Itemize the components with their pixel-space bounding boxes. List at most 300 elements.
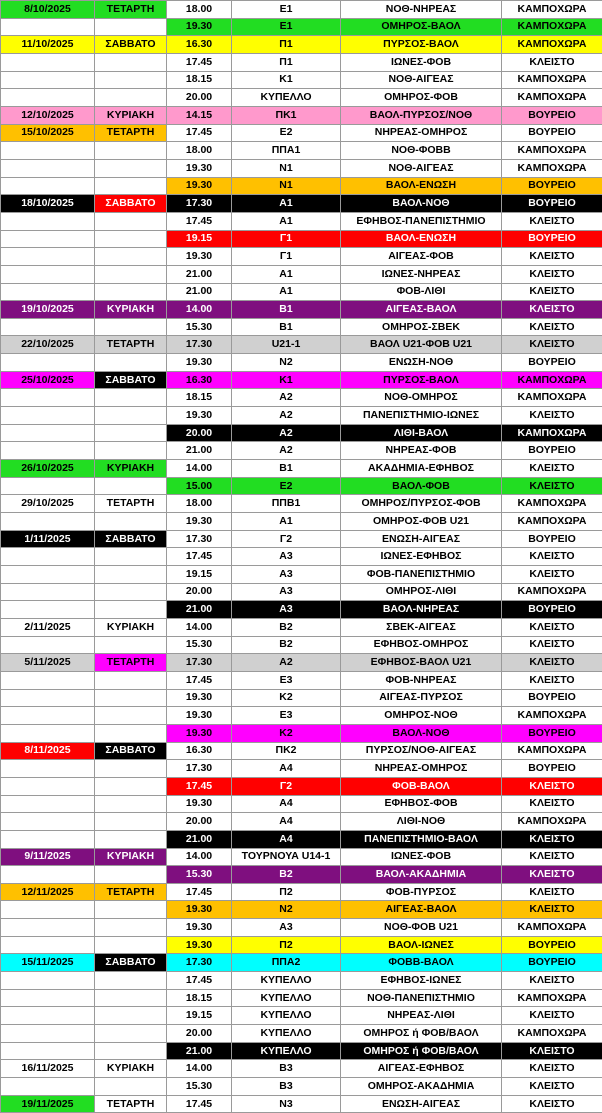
date-cell [1,601,95,619]
venue-cell: ΚΛΕΙΣΤΟ [502,671,602,689]
time-cell: 15.30 [167,866,232,884]
day-cell: ΣΑΒΒΑΤΟ [95,954,167,972]
table-row [1,583,602,601]
date-cell [1,354,95,372]
table-row [1,212,602,230]
table-row [1,53,602,71]
venue-cell: ΒΟΥΡΕΙΟ [502,760,602,778]
schedule-body [1,1,602,1113]
venue-cell: ΒΟΥΡΕΙΟ [502,195,602,213]
time-cell: 14.00 [167,301,232,319]
time-cell: 19.30 [167,689,232,707]
day-cell [95,424,167,442]
venue-cell: ΚΛΕΙΣΤΟ [502,477,602,495]
match-cell: ΟΜΗΡΟΣ-ΛΙΘΙ [341,583,502,601]
date-cell [1,830,95,848]
venue-cell: ΚΛΕΙΣΤΟ [502,883,602,901]
table-row [1,71,602,89]
table-row [1,707,602,725]
category-cell: Α1 [232,265,341,283]
venue-cell: ΒΟΥΡΕΙΟ [502,601,602,619]
venue-cell: ΚΛΕΙΣΤΟ [502,1007,602,1025]
category-cell: Α4 [232,760,341,778]
venue-cell: ΚΛΕΙΣΤΟ [502,1078,602,1096]
category-cell: Ε3 [232,671,341,689]
table-row [1,460,602,478]
table-row [1,1,602,19]
category-cell: Α2 [232,442,341,460]
day-cell [95,566,167,584]
time-cell: 19.30 [167,795,232,813]
match-cell: ΒΑΟΛ U21-ΦΟΒ U21 [341,336,502,354]
date-cell [1,724,95,742]
day-cell: ΣΑΒΒΑΤΟ [95,195,167,213]
time-cell: 18.15 [167,989,232,1007]
table-row [1,159,602,177]
match-cell: ΦΟΒ-ΠΥΡΣΟΣ [341,883,502,901]
venue-cell: ΚΛΕΙΣΤΟ [502,407,602,425]
venue-cell: ΚΑΜΠΟΧΩΡΑ [502,142,602,160]
venue-cell: ΒΟΥΡΕΙΟ [502,442,602,460]
day-cell: ΤΕΤΑΡΤΗ [95,1095,167,1113]
date-cell [1,689,95,707]
match-cell: ΟΜΗΡΟΣ-ΒΑΟΛ [341,18,502,36]
time-cell: 18.00 [167,1,232,19]
time-cell: 17.30 [167,530,232,548]
category-cell: Ε1 [232,1,341,19]
time-cell: 19.30 [167,724,232,742]
venue-cell: ΚΛΕΙΣΤΟ [502,1042,602,1060]
day-cell [95,1078,167,1096]
date-cell [1,389,95,407]
date-cell [1,866,95,884]
table-row [1,742,602,760]
time-cell: 14.00 [167,460,232,478]
day-cell [95,901,167,919]
day-cell [95,795,167,813]
time-cell: 21.00 [167,265,232,283]
date-cell: 8/11/2025 [1,742,95,760]
table-row [1,1007,602,1025]
time-cell: 17.30 [167,954,232,972]
time-cell: 20.00 [167,583,232,601]
day-cell [95,230,167,248]
category-cell: Α1 [232,513,341,531]
table-row [1,106,602,124]
date-cell [1,18,95,36]
date-cell [1,159,95,177]
match-cell: ΒΑΟΛ-ΑΚΑΔΗΜΙΑ [341,866,502,884]
day-cell [95,689,167,707]
venue-cell: ΚΛΕΙΣΤΟ [502,460,602,478]
venue-cell: ΚΛΕΙΣΤΟ [502,1095,602,1113]
date-cell: 15/11/2025 [1,954,95,972]
match-cell: ΒΑΟΛ-ΝΟΘ [341,195,502,213]
day-cell [95,919,167,937]
category-cell: Α1 [232,195,341,213]
category-cell: Β2 [232,636,341,654]
category-cell: Κ2 [232,724,341,742]
table-row [1,301,602,319]
match-cell: ΕΦΗΒΟΣ-ΙΩΝΕΣ [341,972,502,990]
match-cell: ΝΟΘ-ΑΙΓΕΑΣ [341,71,502,89]
category-cell: Α4 [232,813,341,831]
venue-cell: ΚΛΕΙΣΤΟ [502,318,602,336]
date-cell: 29/10/2025 [1,495,95,513]
venue-cell: ΚΑΜΠΟΧΩΡΑ [502,1,602,19]
table-row [1,989,602,1007]
time-cell: 16.30 [167,36,232,54]
venue-cell: ΚΛΕΙΣΤΟ [502,265,602,283]
category-cell: Α2 [232,654,341,672]
category-cell: Π1 [232,36,341,54]
day-cell [95,177,167,195]
date-cell [1,230,95,248]
venue-cell: ΚΛΕΙΣΤΟ [502,248,602,266]
date-cell: 25/10/2025 [1,371,95,389]
time-cell: 17.45 [167,972,232,990]
day-cell [95,1025,167,1043]
match-cell: ΦΟΒ-ΒΑΟΛ [341,777,502,795]
date-cell [1,795,95,813]
day-cell [95,1042,167,1060]
day-cell [95,18,167,36]
category-cell: Γ1 [232,230,341,248]
time-cell: 20.00 [167,424,232,442]
match-cell: ΑΙΓΕΑΣ-ΒΑΟΛ [341,901,502,919]
category-cell: Β2 [232,618,341,636]
date-cell [1,583,95,601]
day-cell [95,777,167,795]
day-cell [95,936,167,954]
time-cell: 19.15 [167,566,232,584]
date-cell: 16/11/2025 [1,1060,95,1078]
date-cell: 9/11/2025 [1,848,95,866]
date-cell: 12/10/2025 [1,106,95,124]
date-cell: 15/10/2025 [1,124,95,142]
venue-cell: ΒΟΥΡΕΙΟ [502,724,602,742]
table-row [1,689,602,707]
category-cell: ΠΠΑ1 [232,142,341,160]
match-cell: ΛΙΘΙ-ΒΑΟΛ [341,424,502,442]
table-row [1,671,602,689]
time-cell: 19.30 [167,513,232,531]
venue-cell: ΚΑΜΠΟΧΩΡΑ [502,989,602,1007]
date-cell [1,1042,95,1060]
table-row [1,618,602,636]
match-cell: ΕΝΩΣΗ-ΑΙΓΕΑΣ [341,1095,502,1113]
time-cell: 19.15 [167,1007,232,1025]
category-cell: Κ2 [232,689,341,707]
day-cell [95,1007,167,1025]
match-cell: ΑΚΑΔΗΜΙΑ-ΕΦΗΒΟΣ [341,460,502,478]
venue-cell: ΚΑΜΠΟΧΩΡΑ [502,89,602,107]
venue-cell: ΒΟΥΡΕΙΟ [502,124,602,142]
venue-cell: ΚΑΜΠΟΧΩΡΑ [502,813,602,831]
date-cell [1,177,95,195]
date-cell: 26/10/2025 [1,460,95,478]
category-cell: ΤΟΥΡΝΟΥΑ U14-1 [232,848,341,866]
day-cell: ΚΥΡΙΑΚΗ [95,848,167,866]
table-row [1,1095,602,1113]
time-cell: 17.30 [167,195,232,213]
category-cell: Ε3 [232,707,341,725]
date-cell [1,283,95,301]
day-cell: ΣΑΒΒΑΤΟ [95,742,167,760]
match-cell: ΟΜΗΡΟΣ ή ΦΟΒ/ΒΑΟΛ [341,1042,502,1060]
table-row [1,389,602,407]
date-cell [1,71,95,89]
table-row [1,248,602,266]
day-cell: ΤΕΤΑΡΤΗ [95,1,167,19]
venue-cell: ΚΑΜΠΟΧΩΡΑ [502,583,602,601]
match-cell: ΕΝΩΣΗ-ΝΟΘ [341,354,502,372]
category-cell: ΚΥΠΕΛΛΟ [232,989,341,1007]
table-row [1,142,602,160]
table-row [1,336,602,354]
venue-cell: ΚΑΜΠΟΧΩΡΑ [502,71,602,89]
time-cell: 19.30 [167,707,232,725]
table-row [1,318,602,336]
match-cell: ΟΜΗΡΟΣ ή ΦΟΒ/ΒΑΟΛ [341,1025,502,1043]
match-cell: ΕΝΩΣΗ-ΑΙΓΕΑΣ [341,530,502,548]
table-row [1,601,602,619]
time-cell: 19.15 [167,230,232,248]
time-cell: 17.45 [167,212,232,230]
time-cell: 20.00 [167,89,232,107]
category-cell: Β3 [232,1078,341,1096]
venue-cell: ΚΛΕΙΣΤΟ [502,972,602,990]
category-cell: Ν3 [232,1095,341,1113]
venue-cell: ΚΛΕΙΣΤΟ [502,866,602,884]
date-cell [1,777,95,795]
day-cell: ΤΕΤΑΡΤΗ [95,654,167,672]
category-cell: Ε1 [232,18,341,36]
match-cell: ΑΙΓΕΑΣ-ΕΦΗΒΟΣ [341,1060,502,1078]
date-cell [1,89,95,107]
table-row [1,18,602,36]
time-cell: 20.00 [167,813,232,831]
time-cell: 17.45 [167,883,232,901]
day-cell [95,636,167,654]
table-row [1,636,602,654]
time-cell: 14.00 [167,618,232,636]
category-cell: Ν1 [232,177,341,195]
table-row [1,936,602,954]
time-cell: 21.00 [167,830,232,848]
match-cell: ΝΟΘ-ΦΟΒ U21 [341,919,502,937]
time-cell: 19.30 [167,936,232,954]
category-cell: Β2 [232,866,341,884]
category-cell: Α4 [232,795,341,813]
venue-cell: ΚΑΜΠΟΧΩΡΑ [502,159,602,177]
venue-cell: ΚΛΕΙΣΤΟ [502,654,602,672]
day-cell: ΚΥΡΙΑΚΗ [95,301,167,319]
category-cell: Α3 [232,601,341,619]
table-row [1,283,602,301]
date-cell: 22/10/2025 [1,336,95,354]
match-cell: ΕΦΗΒΟΣ-ΦΟΒ [341,795,502,813]
category-cell: Ν2 [232,354,341,372]
time-cell: 17.45 [167,548,232,566]
table-row [1,1078,602,1096]
time-cell: 19.30 [167,407,232,425]
category-cell: ΠΠΑ2 [232,954,341,972]
table-row [1,830,602,848]
category-cell: Κ1 [232,71,341,89]
match-cell: ΛΙΘΙ-ΝΟΘ [341,813,502,831]
table-row [1,36,602,54]
match-cell: ΝΗΡΕΑΣ-ΟΜΗΡΟΣ [341,124,502,142]
table-row [1,813,602,831]
category-cell: Κ1 [232,371,341,389]
table-row [1,477,602,495]
time-cell: 21.00 [167,1042,232,1060]
table-row [1,1042,602,1060]
table-row [1,777,602,795]
venue-cell: ΚΑΜΠΟΧΩΡΑ [502,36,602,54]
table-row [1,407,602,425]
match-cell: ΑΙΓΕΑΣ-ΦΟΒ [341,248,502,266]
day-cell [95,513,167,531]
table-row [1,883,602,901]
match-cell: ΦΟΒ-ΝΗΡΕΑΣ [341,671,502,689]
day-cell [95,866,167,884]
match-cell: ΝΗΡΕΑΣ-ΦΟΒ [341,442,502,460]
venue-cell: ΚΑΜΠΟΧΩΡΑ [502,707,602,725]
match-cell: ΣΒΕΚ-ΑΙΓΕΑΣ [341,618,502,636]
venue-cell: ΚΑΜΠΟΧΩΡΑ [502,742,602,760]
venue-cell: ΚΛΕΙΣΤΟ [502,53,602,71]
date-cell [1,407,95,425]
category-cell: Β1 [232,318,341,336]
match-cell: ΠΥΡΣΟΣ/ΝΟΘ-ΑΙΓΕΑΣ [341,742,502,760]
time-cell: 18.15 [167,389,232,407]
table-row [1,1025,602,1043]
time-cell: 17.45 [167,124,232,142]
category-cell: Γ2 [232,777,341,795]
category-cell: Π2 [232,883,341,901]
match-cell: ΑΙΓΕΑΣ-ΒΑΟΛ [341,301,502,319]
category-cell: Α3 [232,919,341,937]
time-cell: 16.30 [167,371,232,389]
category-cell: Α3 [232,583,341,601]
day-cell: ΤΕΤΑΡΤΗ [95,336,167,354]
date-cell [1,1025,95,1043]
date-cell [1,265,95,283]
date-cell [1,1007,95,1025]
match-cell: ΠΑΝΕΠΙΣΤΗΜΙΟ-ΙΩΝΕΣ [341,407,502,425]
day-cell: ΚΥΡΙΑΚΗ [95,460,167,478]
category-cell: Α4 [232,830,341,848]
category-cell: ΚΥΠΕΛΛΟ [232,972,341,990]
category-cell: Α2 [232,407,341,425]
time-cell: 16.30 [167,742,232,760]
venue-cell: ΚΛΕΙΣΤΟ [502,848,602,866]
day-cell: ΤΕΤΑΡΤΗ [95,495,167,513]
date-cell [1,442,95,460]
match-cell: ΝΟΘ-ΦΟΒΒ [341,142,502,160]
venue-cell: ΚΑΜΠΟΧΩΡΑ [502,919,602,937]
day-cell [95,707,167,725]
date-cell [1,760,95,778]
day-cell: ΣΑΒΒΑΤΟ [95,36,167,54]
day-cell: ΣΑΒΒΑΤΟ [95,530,167,548]
date-cell: 12/11/2025 [1,883,95,901]
category-cell: Γ2 [232,530,341,548]
day-cell: ΚΥΡΙΑΚΗ [95,618,167,636]
time-cell: 14.00 [167,1060,232,1078]
time-cell: 17.30 [167,336,232,354]
category-cell: Α1 [232,283,341,301]
date-cell [1,671,95,689]
date-cell [1,636,95,654]
day-cell [95,89,167,107]
match-cell: ΒΑΟΛ-ΝΟΘ [341,724,502,742]
table-row [1,901,602,919]
time-cell: 18.00 [167,142,232,160]
category-cell: Α2 [232,424,341,442]
category-cell: Ν1 [232,159,341,177]
match-cell: ΝΟΘ-ΝΗΡΕΑΣ [341,1,502,19]
table-row [1,866,602,884]
table-row [1,513,602,531]
day-cell [95,477,167,495]
match-cell: ΟΜΗΡΟΣ-ΑΚΑΔΗΜΙΑ [341,1078,502,1096]
match-cell: ΝΗΡΕΑΣ-ΟΜΗΡΟΣ [341,760,502,778]
time-cell: 15.30 [167,636,232,654]
category-cell: Β3 [232,1060,341,1078]
match-cell: ΟΜΗΡΟΣ-ΦΟΒ [341,89,502,107]
time-cell: 19.30 [167,901,232,919]
venue-cell: ΚΛΕΙΣΤΟ [502,1060,602,1078]
category-cell: Α3 [232,548,341,566]
match-cell: ΟΜΗΡΟΣ-ΝΟΘ [341,707,502,725]
time-cell: 17.45 [167,671,232,689]
match-cell: ΝΟΘ-ΑΙΓΕΑΣ [341,159,502,177]
venue-cell: ΚΛΕΙΣΤΟ [502,795,602,813]
day-cell [95,265,167,283]
match-cell: ΟΜΗΡΟΣ-ΣΒΕΚ [341,318,502,336]
table-row [1,265,602,283]
match-cell: ΝΟΘ-ΠΑΝΕΠΙΣΤΗΜΙΟ [341,989,502,1007]
match-cell: ΠΥΡΣΟΣ-ΒΑΟΛ [341,371,502,389]
table-row [1,530,602,548]
time-cell: 19.30 [167,159,232,177]
match-cell: ΙΩΝΕΣ-ΕΦΗΒΟΣ [341,548,502,566]
table-row [1,1060,602,1078]
table-row [1,548,602,566]
match-cell: ΟΜΗΡΟΣ/ΠΥΡΣΟΣ-ΦΟΒ [341,495,502,513]
venue-cell: ΚΑΜΠΟΧΩΡΑ [502,18,602,36]
date-cell [1,53,95,71]
table-row [1,442,602,460]
venue-cell: ΚΛΕΙΣΤΟ [502,301,602,319]
date-cell [1,813,95,831]
table-row [1,654,602,672]
table-row [1,724,602,742]
date-cell [1,707,95,725]
table-row [1,371,602,389]
date-cell [1,989,95,1007]
venue-cell: ΚΑΜΠΟΧΩΡΑ [502,1025,602,1043]
table-row [1,848,602,866]
match-cell: ΠΑΝΕΠΙΣΤΗΜΙΟ-ΒΑΟΛ [341,830,502,848]
date-cell [1,936,95,954]
venue-cell: ΚΛΕΙΣΤΟ [502,777,602,795]
date-cell [1,212,95,230]
time-cell: 21.00 [167,283,232,301]
